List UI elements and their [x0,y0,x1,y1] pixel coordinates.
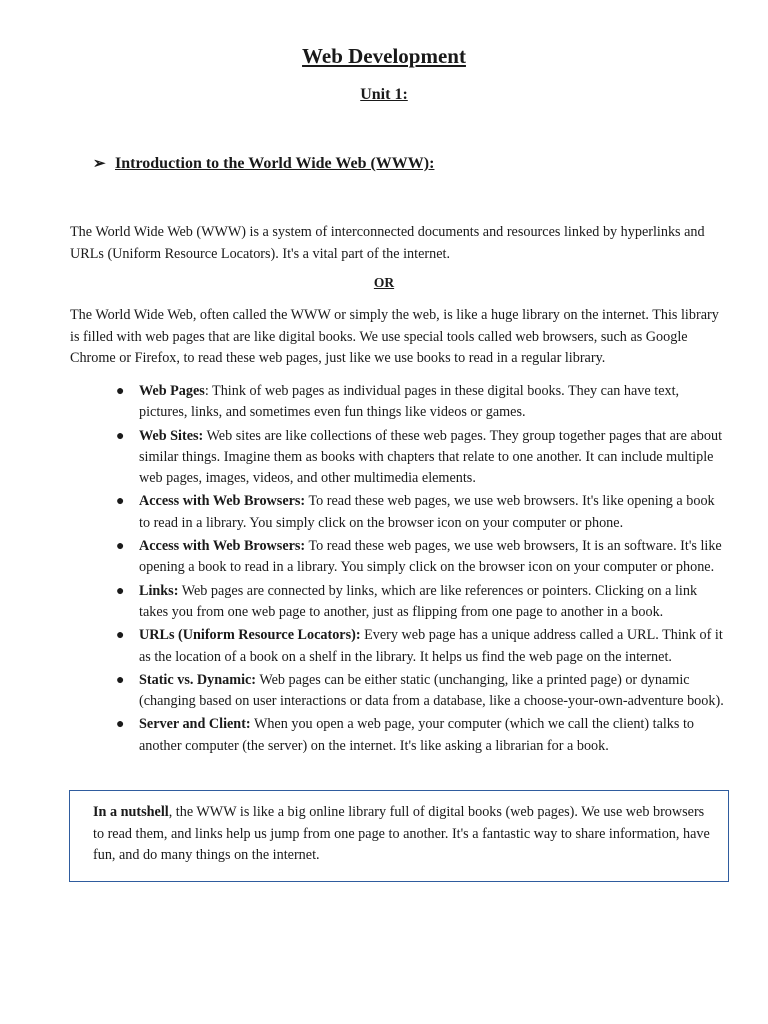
bullet-text: Web sites are like collections of these web pages. They group together pages that are about similar things. Imagine them as books with chapters that relate to one another. It can include multiple web pages, images, videos, and other multimedia elements. [139,427,723,487]
nutshell-term: In a nutshell [93,804,169,820]
bullet-term: Web Sites: [139,427,204,444]
bullet-text: Web pages are connected by links, which are like references or pointers. Clicking on a link takes you from one web page to another, just as flipping from one page to another in a book. [139,582,698,620]
bullet-text: : Think of web pages as individual pages in these digital books. They can have text, pictures, links, and sometimes even fun things like videos or games. [139,383,680,421]
section-heading [93,154,434,173]
bullet-term: Access with Web Browsers: [139,538,306,555]
bullet-term: Server and Client: [139,716,251,733]
bullet-text: Every web page has a unique address called a URL. Think of it as the location of a book on a shelf in the library. It helps us find the web page on the internet. [139,627,723,665]
list-item [116,536,729,579]
bullet-term: Static vs. Dynamic: [139,671,257,688]
list-item [116,714,729,757]
bullet-dot-icon: ● [116,494,125,510]
bullet-dot-icon: ● [116,539,125,555]
unit-heading: Unit 1: [360,86,408,103]
bullet-text: To read these web pages, we use web browsers. It's like opening a book to read in a library. You simply click on the browser icon on your computer or phone. [139,493,715,531]
bullet-dot-icon: ● [116,672,125,688]
bullet-term: URLs (Uniform Resource Locators): [139,627,361,644]
bullet-term: Links: [139,582,179,599]
bullet-dot-icon: ● [116,583,125,599]
nutshell-text: , the WWW is like a big online library full of digital books (web pages). We use web browsers to read them, and links help us jump from one page to another. It's a fantastic way to share information, have fun, and do many things on the internet. [93,804,710,863]
bullet-dot-icon: ● [116,428,125,444]
list-item [116,426,729,490]
list-item [116,670,729,713]
intro-paragraph: The World Wide Web (WWW) is a system of interconnected documents and resources linked by hyperlinks and URLs (Uniform Resource Locators). It's a vital part of the internet. [70,224,705,262]
bullet-term: Web Pages [139,383,205,399]
library-paragraph: The World Wide Web, often called the WWW or simply the web, is like a huge library on the internet. This library is filled with web pages that are like digital books. We use special tools called web browsers, such as Google Chrome or Firefox, to read these web pages, just like we use books to read in a regular library. [70,307,719,366]
bullet-dot-icon: ● [116,628,125,644]
bullet-text: When you open a web page, your computer (which we call the client) talks to another computer (the server) on the internet. It's like asking a librarian for a book. [139,716,695,754]
bullet-list [116,381,729,759]
list-item [116,625,729,668]
arrow-bullet-icon: ➢ [93,156,106,172]
bullet-text: To read these web pages, we use web browsers, It is an software. It's like opening a book to read in a library. You simply click on the browser icon on your computer or phone. [139,538,722,576]
section-heading-text: Introduction to the World Wide Web (WWW): [115,155,435,172]
bullet-dot-icon: ● [116,384,125,399]
list-item [116,581,729,624]
bullet-text: Web pages can be either static (unchanging, like a printed page) or dynamic (changing based on user interactions or data from a database, like a choose-your-own-adventure book). [139,671,724,710]
bullet-term: Access with Web Browsers: [139,493,306,510]
nutshell-box [69,790,729,882]
page-title: Web Development [302,44,466,68]
list-item [116,491,729,534]
bullet-dot-icon: ● [116,717,125,733]
or-separator: OR [373,275,395,290]
list-item [116,381,729,424]
